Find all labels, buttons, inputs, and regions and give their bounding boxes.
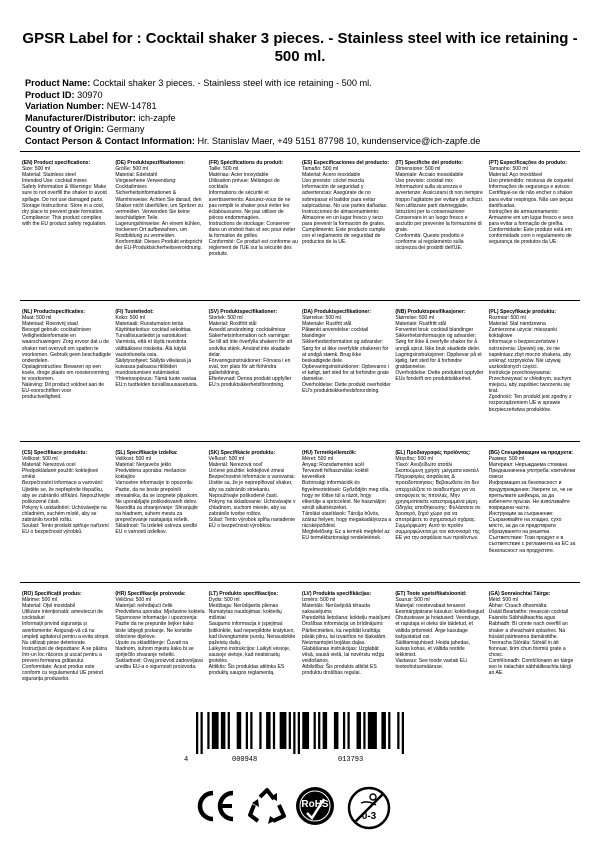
spec-line: Bezpečnostní informace a varování: Ujistěte se, že nepřeplníte třepačku, aby se zabránilo stříkání. Nepoužívejte poškozené části. bbox=[22, 480, 110, 505]
barcode-bar bbox=[212, 712, 219, 749]
spec-line: Súlad: Tento výrobok spĺňa nariadenie EÚ o bezpečnosti výrobkov. bbox=[208, 517, 295, 530]
spec-line: Mărime: 500 ml bbox=[22, 597, 58, 604]
spec-line: Skladnost: Ta izdelek ustreza uredbi EU o varnosti izdelkov. bbox=[115, 523, 197, 536]
recycling-icon bbox=[246, 787, 288, 827]
spec-line: Cumplimiento: Este producto cumple con el reglamento de seguridad de productos de la UE. bbox=[302, 227, 386, 246]
spec-line: Safety Information & Warnings: Make sure to not overfill the shaker to avoid spillage. Do not use damaged parts. bbox=[22, 184, 107, 203]
spec-line: Instructions de stockage: Conserver dans un endroit frais et sec pour éviter la formation de grilles. bbox=[208, 220, 296, 240]
spec-line: Veličina: 500 ml bbox=[115, 597, 152, 604]
spec-line: Säilytysohjeet: Säilytä viileässä ja kuivassa paikassa ritilöiden muodostumisen estämiseksi. bbox=[115, 357, 192, 376]
spec-line: Uso previsto: cocktail mix bbox=[395, 178, 453, 185]
country-label: Country of Origin: bbox=[25, 124, 105, 135]
spec-line: Πληροφορίες ασφάλειας & προειδοποιήσεις: Βεβαιωθείτε ότι δεν υπερχειλίζετε το αναδευτήρα για να αποφύγετε τις πιτσιλιές. Μην χρησιμοποιείτε κατεστραμμένα μέρη. bbox=[395, 474, 480, 505]
spec-line: Určené použitie: koktejlové zmesi bbox=[208, 468, 285, 475]
spec-line: Käyttötarkoitus: cocktail sekoittaa bbox=[115, 327, 191, 334]
spec-line: Påtænkt anvendelse: cocktail blandinger bbox=[302, 327, 369, 340]
spec-line: Soulad: Tento produkt splňuje nařízení EU o bezpečnosti výrobků. bbox=[22, 523, 109, 536]
spec-line: Информация за безопасност и предупреждения: Уверете се, че не препълвате шейкъра, за да избегнете пръски. Не използвайте повредени части. bbox=[488, 480, 573, 511]
spec-cell bbox=[20, 450, 113, 576]
spec-line: Материал: Неръждаема стомана bbox=[488, 462, 568, 469]
spec-cell bbox=[487, 591, 580, 698]
spec-line: Tárolási utasítások: Tárolja hűvös, száraz helyen, hogy megakadályozza a rácsképződést. bbox=[302, 510, 392, 530]
contact-row bbox=[25, 136, 480, 148]
spec-line: Efterlevnad: Denna produkt uppfyller EU:s produktsäkerhetsförordning. bbox=[208, 376, 292, 389]
spec-line: Material: Aço inoxidável bbox=[488, 172, 543, 179]
spec-line: Material: Acero inoxidable bbox=[302, 172, 361, 179]
spec-line: Materiaal: Roestvrij staal bbox=[22, 321, 78, 328]
spec-line: Größe: 500 ml bbox=[115, 166, 148, 173]
spec-line: Instruções de armazenamento: Armazene em um lugar fresco e seco para evitar a formação de grelha. bbox=[488, 208, 574, 227]
spec-line: Instrukcje przechowywania: Przechowywać w chłodnym, suchym miejscu, aby zapobiec tworzeniu się krat. bbox=[488, 369, 572, 395]
product-name-label: Product Name: bbox=[25, 78, 91, 88]
spec-line: Paredzētā lietošana: kokteiļu maisījumi bbox=[302, 615, 391, 622]
spec-line: Förvaringsinstruktioner: Förvara i en sval, torr plats för att förhindra gallerbildning. bbox=[208, 357, 291, 376]
spec-line: Turvallisuustiedot ja varoitukset: Varmista, että et täytä ravistinta välttääksesi roiskeita. Älä käytä vaurioituneita osia. bbox=[115, 333, 188, 358]
spec-heading: (ES) Especificaciones del producto: bbox=[302, 160, 389, 166]
spec-line: Anyag: Rozsdamentes acél bbox=[302, 462, 365, 469]
spec-heading: (GA) Sonraíochtaí Táirge: bbox=[488, 591, 551, 597]
spec-line: Conformidade: Este produto está em conformidade com o regulamento de segurança de produtos da UE. bbox=[488, 227, 572, 246]
spec-line: Οδηγίες αποθήκευσης: Φυλάσσετε σε δροσερό, ξηρό χώρο για να αποτρέψετε το σχηματισμό σχάρας. bbox=[395, 504, 481, 524]
spec-line: Biztonsági információk és figyelmeztetések: Győződjön meg róla, hogy ne töltse túl a rázót, hogy elkerülje a spriccelést. Ne használjon sérült alkatrészeket. bbox=[302, 480, 390, 511]
certification-icons bbox=[0, 785, 600, 835]
product-id-row bbox=[25, 90, 480, 102]
spec-line: Faisnéis Sábháilteachta agus Rabhadh: Bí cinnte nach overfill an shaker a sheachaint splashes. Ná húsáid páirteanna damáistithe. bbox=[488, 615, 568, 640]
spec-cell bbox=[300, 309, 393, 435]
spec-line: Avsedd användning: cocktailmixar bbox=[208, 327, 286, 334]
spec-line: Dimensione: 500 ml bbox=[395, 166, 441, 173]
spec-line: Предназначена употреба: коктейлни смеси bbox=[488, 468, 576, 481]
spec-line: Materiał: Stal nierdzewna bbox=[488, 321, 546, 328]
barcode-bar bbox=[347, 712, 349, 749]
barcode-bar bbox=[289, 712, 291, 749]
barcode-bar bbox=[207, 712, 209, 749]
spec-block-2 bbox=[20, 309, 580, 435]
product-name-value: Cocktail shaker 3 pieces. - Stainless steel with ice retaining - 500 ml. bbox=[92, 78, 372, 88]
spec-line: Upute za skladištenje: Čuvati na hladnom, suhom mjestu kako bi se spriječilo stvaranje rešetki. bbox=[115, 639, 194, 658]
spec-line: Atbilstība: Šis produkts atbilst ES produktu drošības regulai. bbox=[302, 664, 377, 677]
product-name-row bbox=[25, 78, 480, 90]
spec-line: Sigurnosne informacije i upozorenja: Pazite da ne prepunite šejker kako biste izbjegli prskanje. Ne koristite oštećene dijelove. bbox=[115, 615, 198, 640]
barcode-bar bbox=[196, 712, 198, 754]
spec-line: Dydis: 500 ml bbox=[208, 597, 240, 604]
spec-line: Pokyny na skladovanie: Uchovávajte v chladnom, suchom mieste, aby sa zabránilo tvorbe roštov. bbox=[208, 498, 296, 517]
spec-line: Treoracha Stórála: Stóráil in áit fionnuar, tirim chun foirmiú grate a chosc. bbox=[488, 639, 566, 658]
barcode-bar bbox=[273, 712, 275, 749]
product-info bbox=[25, 78, 480, 148]
spec-heading: (IT) Specifiche del prodotto: bbox=[395, 160, 463, 166]
spec-cell bbox=[300, 591, 393, 698]
spec-line: Säilitamisjuhised: Hoida jahedas, kuivas kohas, et vältida restide tekkimist. bbox=[395, 639, 471, 658]
spec-line: Pokyny k uskladnění: Uchovávejte na chladném, suchém místě, aby se zabránilo tvorbě roštu. bbox=[22, 504, 107, 524]
spec-cell bbox=[487, 160, 580, 294]
spec-line: Numatytas naudojimas: kokteilių mišiniai bbox=[208, 609, 282, 622]
spec-line: Rozmiar: 500 ml bbox=[488, 315, 526, 322]
spec-cell bbox=[113, 309, 206, 435]
svg-text:RoHS: RoHS bbox=[301, 799, 329, 810]
spec-cell bbox=[393, 160, 486, 294]
barcode-bar bbox=[397, 712, 399, 749]
spec-cell bbox=[300, 450, 393, 576]
spec-line: Yhteensopivuus: Tämä tuote vastaa EU:n tuotteiden turvallisuusasetusta. bbox=[115, 376, 199, 389]
ce-mark-icon bbox=[197, 789, 237, 823]
barcode-bar bbox=[343, 712, 345, 749]
spec-cell bbox=[20, 591, 113, 698]
spec-block-1 bbox=[20, 160, 580, 294]
barcode-bar bbox=[402, 712, 404, 754]
spec-line: Predviđena uporaba: Mješavine koktela bbox=[115, 609, 205, 616]
barcode-bar bbox=[237, 712, 242, 749]
spec-line: Размер: 500 ml bbox=[488, 456, 525, 463]
spec-cell bbox=[207, 450, 300, 576]
spec-line: Storlek: 500 ml bbox=[208, 315, 243, 322]
barcode-bar bbox=[266, 712, 271, 749]
page-title: GPSR Label for : Cocktail shaker 3 pieces. - Stainless steel with ice retaining - 500 ml. bbox=[22, 30, 578, 65]
spec-heading: (ET) Toote spetsifikatsioonid: bbox=[395, 591, 467, 597]
spec-line: Materiāls: Nerūsējošā tērauda sakausējums bbox=[302, 603, 370, 616]
spec-heading: (RO) Specificații produs: bbox=[22, 591, 82, 597]
manufacturer-value: ich-zapfe bbox=[138, 112, 176, 123]
spec-line: Tamaño: 500 ml bbox=[302, 166, 339, 173]
spec-line: Informazioni sulla sicurezza e avvertenze: Assicurarsi di non riempire troppo l'agitatore per evitare gli schizzi. Non utilizzare parti danneggiate. bbox=[395, 184, 484, 209]
barcode-bar bbox=[368, 712, 377, 749]
barcode-bar bbox=[246, 712, 248, 749]
spec-cell bbox=[393, 591, 486, 698]
spec-line: Størrelse: 500 ml bbox=[302, 315, 341, 322]
spec-line: Material: Rostfritt stål bbox=[208, 321, 257, 328]
barcode-bar bbox=[381, 712, 386, 749]
spec-line: Conformità: Questo prodotto è conforme al regolamento sulla sicurezza dei prodotti dell'UE. bbox=[395, 233, 464, 252]
spec-heading: (HU) Termékjellemzők: bbox=[302, 450, 357, 456]
spec-line: Uso previsto: cóctel mezcla bbox=[302, 178, 364, 185]
spec-cell bbox=[207, 160, 300, 294]
spec-line: Utilisation prévue: Mélanges de cocktails bbox=[208, 178, 280, 191]
spec-line: Opslaginstructies: Bewaren op een koele, droge plaats om roostervorming te voorkomen. bbox=[22, 363, 109, 383]
spec-line: Información de seguridad y advertencias: Asegúrate de no sobrepasar el batidor para evitar salpicaduras. No use partes dañadas. bbox=[302, 184, 388, 209]
spec-line: Overholdelse: Dette produktet oppfyller EUs forskrift om produktsikkerhet. bbox=[395, 369, 484, 383]
spec-line: Material: Stainless steel bbox=[22, 172, 76, 179]
barcode-bar bbox=[357, 712, 362, 749]
spec-cell bbox=[113, 591, 206, 698]
spec-line: Izmērs: 500 ml bbox=[302, 597, 336, 604]
barcode-lead-digit: 4 bbox=[184, 756, 189, 764]
spec-line: Velikost: 500 ml bbox=[22, 456, 58, 463]
spec-cell bbox=[300, 160, 393, 294]
spec-line: Sicherheitsinformationen & Warnhinweise: Achten Sie darauf, den Shaker nicht überfüllen, um Spritzer zu vermeiden. Verwenden Sie keine beschädigten Teile. bbox=[115, 190, 204, 221]
spec-line: Lagringsinstruksjoner: Oppbevar på et kjølig, tørt sted for å forhindre gratdannelse. bbox=[395, 351, 482, 370]
spec-line: Informations de sécurité et avertissements: Assurez-vous de ne pas remplir le shaker pour éviter les éclaboussures. Ne pas utiliser de pièces endommagées. bbox=[208, 190, 291, 221]
spec-line: Navodila za shranjevanje: Shranjujte na hladnem, suhem mestu za preprečevanje nastajanja rešetk. bbox=[115, 504, 199, 524]
spec-heading: (NB) Produktspesifikasjoner: bbox=[395, 309, 466, 315]
spec-line: Størrelse: 500 ml bbox=[395, 315, 435, 322]
spec-block-3 bbox=[20, 450, 580, 576]
spec-line: Vastavus: See toode vastab ELi tooteohutusmääruse. bbox=[395, 658, 468, 671]
spec-line: Lagerungshinweise: An einem kühlen, trockenen Ort aufbewahren, um Rostbildung zu vermeiden. bbox=[115, 220, 202, 240]
spec-line: Instrucciones de almacenamiento: Almacene en un lugar fresco y seco para prevenir la formación de grates. bbox=[302, 208, 386, 227]
spec-heading: (HR) Specifikacije proizvoda: bbox=[115, 591, 186, 597]
spec-line: Instrucțiuni de depozitare: A se păstra într-un loc răcoros și uscat pentru a preveni formarea grătarului. bbox=[22, 645, 107, 665]
divider bbox=[20, 300, 580, 301]
product-id-value: 30970 bbox=[77, 89, 103, 100]
spec-line: Suurus: 500 ml bbox=[395, 597, 430, 604]
spec-cell bbox=[487, 450, 580, 576]
spec-line: Materiaali: Ruostumaton teräs bbox=[115, 321, 184, 328]
spec-line: Ohutusteave ja hoiatused: Veenduge, et raputaja ei oleks üle täidetud, et vältida pritsmeid. Ärge kasutage kahjustatud osi. bbox=[395, 615, 481, 640]
spec-line: Υλικό: Ανοξείδωτο ατσάλι bbox=[395, 462, 453, 469]
spec-line: Materiál: Nerezová oceľ bbox=[208, 462, 263, 469]
spec-line: Konformität: Dieses Produkt entspricht der EU-Produktsicherheitsverordnung. bbox=[115, 239, 203, 252]
barcode-right-digits: 013793 bbox=[338, 756, 364, 764]
spec-line: Informacje o bezpieczeństwie i ostrzeżenia: Upewnij się, że nie napełniasz zbyt mocno shakera, aby uniknąć rozprysków. Nie używaj uszkodzonych części. bbox=[488, 339, 572, 370]
spec-heading: (PL) Specyfikacje produktu: bbox=[488, 309, 557, 315]
spec-line: Sikkerhetsinformasjon og advarsler: Sørg for ikke å overfylle shaker for å unngå sprut. Ikke bruk skadede deler. bbox=[395, 333, 481, 352]
spec-line: Úsáid Beartaithe: meascán cocktail bbox=[488, 609, 569, 616]
spec-line: Materiale: Acciaio inossidabile bbox=[395, 172, 464, 179]
age-label: 0-3 bbox=[361, 811, 377, 822]
spec-line: Materiale: Rustfritt stål bbox=[395, 321, 446, 328]
spec-line: Sikkerhedsinformation og advarsler: Sørg for at ikke overfylde shakeren for at undgå stænk. Brug ikke beskadigede dele. bbox=[302, 339, 389, 364]
barcode-bar bbox=[323, 712, 328, 749]
spec-line: Saugumo informacija ir įspėjimai: Įsitikinkite, kad neperpildote kratytuvo, kad išvengtumėte purslų. Nenaudokite pažeistų dalių. bbox=[208, 621, 296, 646]
barcode bbox=[196, 712, 404, 754]
variation-number-value: NEW-14781 bbox=[106, 101, 157, 112]
spec-heading: (SK) Špecifikácie produktu: bbox=[208, 450, 276, 456]
spec-line: Veiligheidsinformatie en waarschuwingen: Zorg ervoor dat u de shaker niet overvult om spatten te voorkomen. Gebruik geen beschadigde onderdelen. bbox=[22, 333, 111, 364]
spec-line: Μέγεθος: 500 ml bbox=[395, 456, 433, 463]
variation-number-row bbox=[25, 101, 480, 113]
spec-line: Drošības informācija un brīdinājumi: Pārliecinieties, ka nepildāt kratītāju pārāk pilnu, lai izvairītos no šļakatām. Neizmantojiet bojātas daļas. bbox=[302, 621, 387, 646]
divider bbox=[20, 151, 580, 152]
spec-line: Tervezett felhasználás: koktél keverékek bbox=[302, 468, 369, 481]
rohs-icon bbox=[294, 785, 336, 829]
spec-line: Compliance: This product complies with the EU product safety regulation. bbox=[22, 214, 107, 227]
spec-line: Laikymo instrukcijos: Laikyti vėsioje, sausoje vietoje, kad neatsirastų grotelės. bbox=[208, 645, 291, 665]
spec-line: Size: 500 ml bbox=[22, 166, 51, 173]
divider bbox=[20, 582, 580, 583]
spec-line: Zamierzone użycie: mieszanki koktajlowe bbox=[488, 327, 557, 340]
spec-line: Materjal: roostevabast terasest bbox=[395, 603, 465, 610]
spec-line: Eesmärgipärane kasutus: kokteilisegud bbox=[395, 609, 484, 616]
spec-heading: (LV) Produkta specifikācijas: bbox=[302, 591, 372, 597]
spec-line: Méid: 500 ml bbox=[488, 597, 518, 604]
spec-heading: (DE) Produktspezifikationen: bbox=[115, 160, 185, 166]
spec-line: Storage Instructions: Store in a cool, dry place to prevent grate formation. bbox=[22, 202, 105, 215]
barcode-bar bbox=[302, 712, 309, 749]
spec-line: Taille: 500 ml bbox=[208, 166, 239, 173]
spec-line: Koko: 500 ml bbox=[115, 315, 146, 322]
spec-line: Materijal: nehrđajući čelik bbox=[115, 603, 173, 610]
barcode-bar bbox=[201, 712, 203, 754]
spec-line: Glabāšanas instrukcijas: Uzglabāt vēsā, sausā vietā, lai novērstu režģu veidošanos. bbox=[302, 645, 385, 665]
spec-line: Tamanho: 500 ml bbox=[488, 166, 528, 173]
spec-line: Conformité: Ce produit est conforme au règlement de l'UE sur la sécurité des produits. bbox=[208, 239, 298, 258]
spec-line: Ábhar: Cruach dhosmálta bbox=[488, 603, 547, 610]
spec-line: Intended Use: cocktail mixes bbox=[22, 178, 87, 185]
spec-line: Předpokládané použití: koktejlové směsi bbox=[22, 468, 99, 481]
spec-line: Инструкции за съхранение: Съхранявайте на хладно, сухо място, за да се предотврати образуването на решетки. bbox=[488, 510, 562, 536]
manufacturer-label: Manufacturer/Distributor: bbox=[25, 112, 136, 123]
barcode-bar bbox=[388, 712, 390, 749]
spec-line: Σκοπούμενη χρήση: μείγματα κοκτέιλ bbox=[395, 468, 479, 475]
spec-heading: (SV) Produktspecifikationer: bbox=[208, 309, 278, 315]
spec-line: Συμμόρφωση: Αυτό το προϊόν συμμορφώνεται με τον κανονισμό της ΕΕ για την ασφάλεια των προϊόντων. bbox=[395, 523, 480, 542]
spec-line: Vorgesehene Verwendung: Cocktailmixes bbox=[115, 178, 177, 191]
spec-line: Zgodność: Ten produkt jest zgodny z rozporządzeniem UE w sprawie bezpieczeństwa produktów. bbox=[488, 394, 572, 413]
spec-line: Predvidena uporaba: mešanice koktajlov bbox=[115, 468, 186, 481]
spec-line: Varnostne informacije in opozorila: Pazite, da ne boste prepolnili stresalnika, da se izognete pljuskom. Ne uporabljajte poškodovanih delov. bbox=[115, 480, 199, 505]
barcode-bar bbox=[280, 712, 287, 749]
spec-line: Materiale: Rustfrit stål bbox=[302, 321, 352, 328]
spec-heading: (LT) Produkto specifikacijos: bbox=[208, 591, 279, 597]
barcode-bar bbox=[334, 712, 339, 749]
spec-line: Material: Oțel inoxidabil bbox=[22, 603, 75, 610]
barcode-bar bbox=[318, 712, 320, 749]
spec-heading: (BG) Спецификации на продукта: bbox=[488, 450, 573, 456]
spec-heading: (SL) Specifikacije izdelka: bbox=[115, 450, 178, 456]
spec-cell bbox=[487, 309, 580, 435]
barcode-bar bbox=[259, 712, 261, 749]
spec-line: Overholdelse: Dette produkt overholder EU's produktsikkerhedsforordning. bbox=[302, 382, 391, 395]
spec-line: Naleving: Dit product voldoet aan de EU-voorschriften voor productveiligheid. bbox=[22, 382, 105, 401]
divider bbox=[20, 441, 580, 442]
barcode-bar bbox=[228, 712, 230, 749]
spec-line: Informații privind siguranța și avertismente: Asigurați-vă că nu umpleți agitatorul pentru a evita stropii. Nu utilizați piese deteriorate. bbox=[22, 621, 110, 646]
spec-heading: (EN) Product specifications: bbox=[22, 160, 91, 166]
barcode-bar bbox=[250, 712, 252, 749]
spec-heading: (CS) Specifikace produktu: bbox=[22, 450, 88, 456]
spec-line: Conformitate: Acest produs este conform cu regulamentul UE privind siguranța produselor. bbox=[22, 664, 103, 683]
barcode-bar bbox=[298, 712, 300, 754]
spec-line: Bezpečnostné informácie a varovania: Uistite sa, že je nepreplňovať shaker, aby sa zabránilo striekaniu. Nepoužívajte poškodené časti. bbox=[208, 474, 296, 499]
variation-number-label: Variation Number: bbox=[25, 101, 105, 112]
contact-value: Hr. Stanislav Maer, +49 5151 87798 10, kundenservice@ich-zapfe.de bbox=[197, 135, 481, 146]
spec-line: Forventet bruk: cocktail blandinger bbox=[395, 327, 474, 334]
spec-cell bbox=[393, 450, 486, 576]
spec-line: Informações de segurança e avisos: Certifique-se de não encher o shaker para evitar respingos. Não use peças danificadas. bbox=[488, 184, 574, 209]
spec-line: Maat: 500 ml bbox=[22, 315, 52, 322]
country-value: Germany bbox=[106, 124, 145, 135]
spec-cell bbox=[393, 309, 486, 435]
spec-line: Megfelelőség: Ez a termék megfelel az EU termékbiztonsági rendeletének. bbox=[302, 529, 390, 542]
spec-line: Utilizare intenționată: amestecuri de cocktailuri bbox=[22, 609, 103, 622]
spec-heading: (FR) Spécifications du produit: bbox=[208, 160, 284, 166]
barcode-bar bbox=[221, 712, 226, 749]
barcode-left-digits: 000948 bbox=[232, 756, 258, 764]
country-row bbox=[25, 124, 480, 136]
product-id-label: Product ID: bbox=[25, 89, 75, 100]
spec-line: Beoogd gebruik: cocktailmixen bbox=[22, 327, 92, 334]
spec-line: Material: Edelstahl bbox=[115, 172, 158, 179]
spec-cell bbox=[20, 309, 113, 435]
spec-line: Matériau: Acier inoxydable bbox=[208, 172, 269, 179]
spec-line: Veľkosť: 500 ml bbox=[208, 456, 245, 463]
spec-line: Säkerhetsinformation och varningar: Se till att inte överfylla shakern för att undvika stänk. Använd inte skadade delar. bbox=[208, 333, 293, 358]
spec-cell bbox=[20, 160, 113, 294]
spec-line: Uso pretendido: misturas de coquetel bbox=[488, 178, 574, 185]
spec-line: Medžiaga: Nerūdijantis plienas bbox=[208, 603, 279, 610]
spec-line: Velikost: 500 ml bbox=[115, 456, 152, 463]
contact-label: Contact Person & Contact Information: bbox=[25, 135, 195, 146]
spec-block-4 bbox=[20, 591, 580, 698]
age-warning-0-3-icon bbox=[346, 785, 392, 831]
spec-cell bbox=[207, 591, 300, 698]
spec-line: Istruzioni per la conservazione: Conservare in un luogo fresco e asciutto per prevenire la formazione di grate. bbox=[395, 208, 482, 234]
spec-line: Comhlíonadh: Comhlíonann an táirge seo le rialachán sábháilteachta táirgí an AE. bbox=[488, 658, 574, 677]
manufacturer-row bbox=[25, 113, 480, 125]
spec-cell bbox=[207, 309, 300, 435]
spec-heading: (EL) Προδιαγραφές προϊόντος: bbox=[395, 450, 471, 456]
spec-cell bbox=[113, 160, 206, 294]
spec-line: Méret: 500 ml bbox=[302, 456, 334, 463]
spec-heading: (FI) Tuotetiedot: bbox=[115, 309, 154, 315]
spec-line: Opbevaringsinstruktioner: Opbevares i et køligt, tørt sted for at forhindre grate dannelse. bbox=[302, 363, 389, 383]
spec-line: Material: Nerjaveče jeklo bbox=[115, 462, 172, 469]
barcode-bar bbox=[363, 712, 365, 749]
spec-line: Sukladnost: Ovaj proizvod zadovoljava uredbu EU-a o sigurnosti proizvoda. bbox=[115, 658, 203, 671]
spec-heading: (NL) Productspecificaties: bbox=[22, 309, 86, 315]
barcode-bar bbox=[293, 712, 295, 754]
spec-heading: (PT) Especificações do produto: bbox=[488, 160, 567, 166]
barcode-bar bbox=[314, 712, 316, 749]
spec-line: Съответствие: Този продукт е в съответствие с регламента на ЕС за безопасност на продуктите. bbox=[488, 535, 576, 554]
spec-line: Atitiktis: Šis produktas atitinka ES produktų saugos reglamentą. bbox=[208, 664, 285, 677]
spec-heading: (DA) Produktspecifikationer: bbox=[302, 309, 372, 315]
spec-line: Materiál: Nerezová ocel bbox=[22, 462, 76, 469]
spec-cell bbox=[113, 450, 206, 576]
